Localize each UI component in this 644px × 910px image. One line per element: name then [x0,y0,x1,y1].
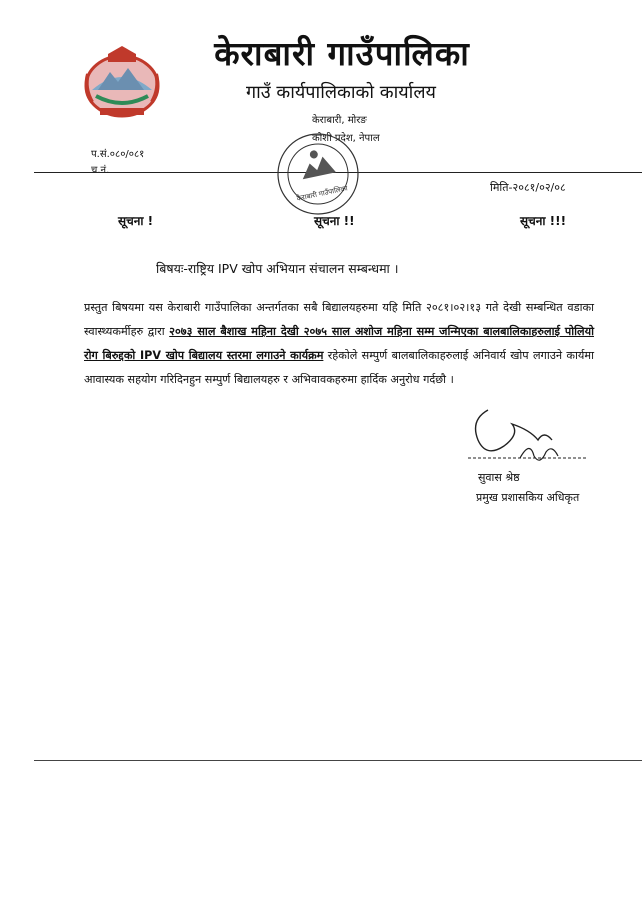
signature-icon [460,400,590,470]
dispatch-number: च.नं. [91,165,110,176]
address-line-2: कोशी प्रदेश, नेपाल [312,133,380,144]
notice-heading-2: सूचना !! [314,214,355,228]
notice-heading-3: सूचना !!! [520,214,567,228]
body-text-1: प्रस्तुत बिषयमा यस केराबारी गाउँपालिका अन्तर्गतका सबै बिद्यालयहरुमा यहि मिति २०८१।०२।१३ गते देखी सम्बन्धित वडाका स्वास्थ्यकर्मीहरु द्वारा [84,301,594,338]
signatory-designation: प्रमुख प्रशासकिय अधिकृत [476,491,580,504]
document-date: मिति-२०८१/०२/०८ [490,181,566,194]
subject-line: बिषयः-राष्ट्रिय IPV खोप अभियान संचालन सम्बन्धमा । [156,261,399,276]
reference-number: प.सं.०८०/०८१ [91,149,145,160]
municipality-title: केराबारी गाउँपालिका [214,34,470,73]
notice-heading-1: सूचना ! [118,214,154,228]
body-highlight: २०७३ साल बैशाख महिना देखी २०७५ साल अशोज महिना सम्म जन्मिएका बालबालिकाहरुलाई पोलियो रोग बिरुद्दको IPV खोप बिद्यालय स्तरमा लगाउने कार्यक्रम [84,325,594,362]
official-stamp-icon [272,130,364,218]
office-subtitle: गाउँ कार्यपालिकाको कार्यालय [246,82,436,103]
svg-text:केराबारी गाउँपालिका: केराबारी गाउँपालिका [295,184,349,203]
notice-body [84,296,594,392]
signatory-name: सुवास श्रेष्ठ [478,471,520,484]
footer-divider [34,760,642,761]
body-text-2: रहेकोले सम्पुर्ण बालबालिकाहरुलाई अनिवार्य खोप लगाउने कार्यमा आवास्यक सहयोग गरिदिनहुन सम्पुर्ण बिद्यालयहरु र अभिवावकहरुमा हार्दिक अनुरोध गर्दछौ । [84,349,594,386]
address-line-1: केराबारी, मोरङ [312,115,367,126]
